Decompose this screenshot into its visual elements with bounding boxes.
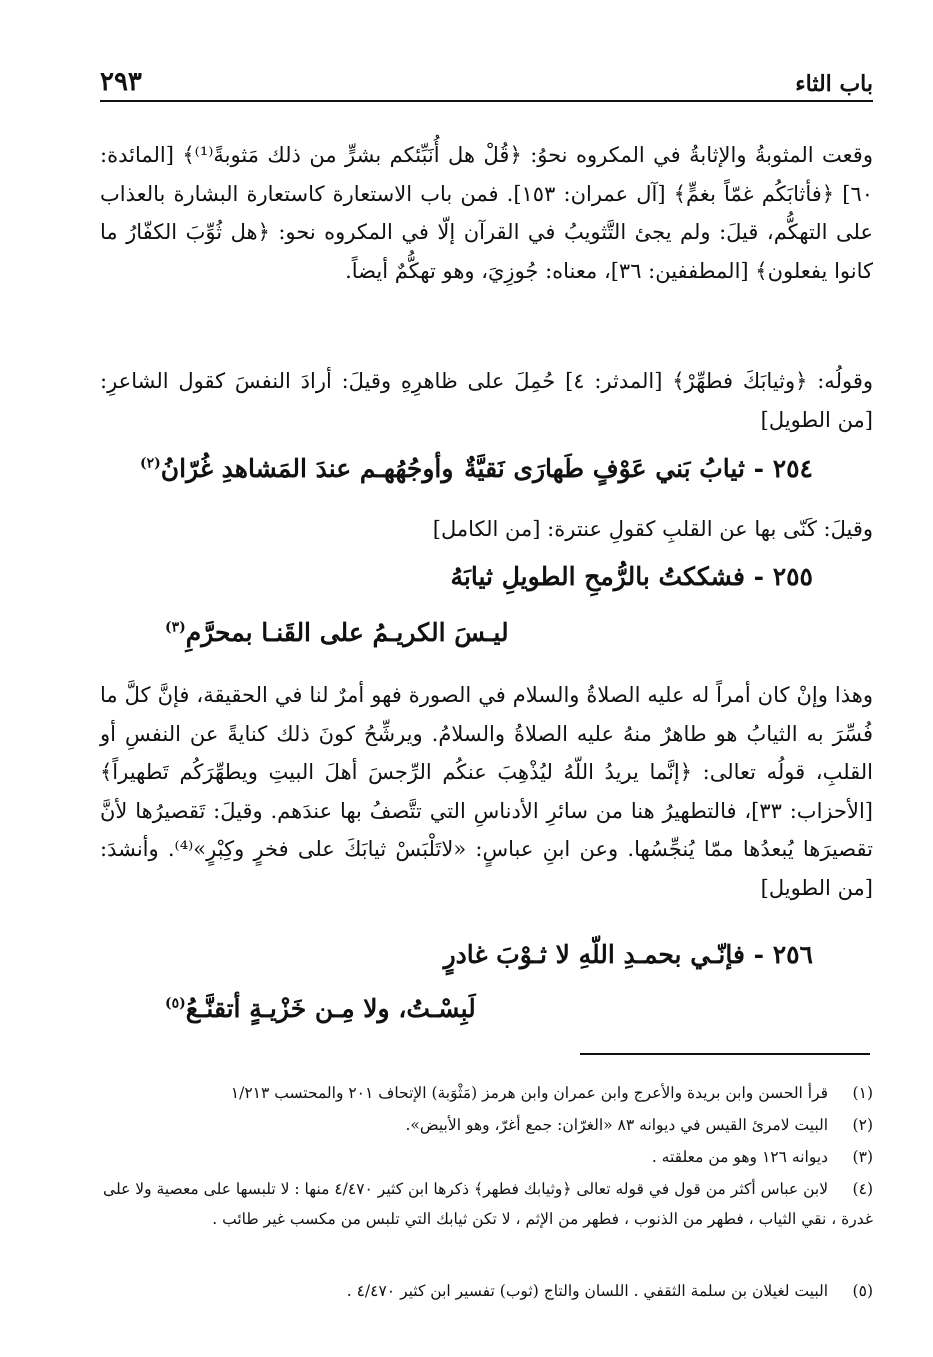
footnote-5 [100,1276,873,1306]
paragraph-4: وهذا وإنْ كان أمراً له عليه الصلاةُ والسلام في الصورة فهو أمرٌ لنا في الحقيقة، فإنَّ كلَّ ما فُسِّرَ به الثيابُ هو طاهرٌ منهُ عليه الصلاةُ والسلامُ. ويرشِّحُ كونَ ذلك كنايةً عن النفسِ أو القلبِ، قولُه تعالى: ﴿إنَّما يريدُ اللّهُ ليُذْهِبَ عنكُم الرِّجسَ أهلَ البيتِ ويطهِّرَكُم تَطهيراً﴾ [الأحزاب: ٣٣]، فالتطهيرُ هنا من سائرِ الأدناسِ التي تتَّصفُ بها عندَهم. وقيلَ: تَقصيرُها لأنَّ تقصيرَها يُبعدُها ممّا يُنجِّسُها. وعن ابنِ عباسٍ: «لاتَلْبَسْ ثيابَكَ على فخرٍ وكِبْرٍ»⁽⁴⁾. وأنشدَ: [من الطويل] [100,683,873,900]
verse-256-second-hemistich [165,994,476,1023]
footnote-number: (٥) [852,1282,873,1300]
footnote-4 [100,1174,873,1234]
paragraph-2: وقولُه: ﴿وثيابَكَ فطهِّرْ﴾ [المدثر: ٤] حُمِلَ على ظاهرِهِ وقيلَ: أرادَ النفسَ كقول الشاعرِ: [من الطويل] [100,369,873,432]
page-number: ٢٩٣ [100,67,142,97]
page-header [100,62,873,102]
footnote-text: ديوانه ١٢٦ وهو من معلقته . [651,1148,829,1166]
footnote-3 [100,1142,873,1172]
footnote-ref-2: (٢) [140,455,161,472]
verse-255-first-hemistich: ٢٥٥ - فشككتُ بالرُّمحِ الطويلِ ثيابَهُ [450,562,813,591]
verse-255-second-text: ليـسَ الكريـمُ على القَنـا بمحرَّمِ [185,618,509,647]
footnote-number: (١) [852,1084,873,1102]
footnote-ref-3: (٣) [165,619,186,636]
footnote-number: (٢) [852,1116,873,1134]
footnote-text: قرأ الحسن وابن بريدة والأعرج وابن عمران وابن هرمز (مَثْوَبة) الإتحاف ٢٠١ والمحتسب ١/٢١٣ [230,1084,829,1102]
footnote-ref-5: (٥) [165,995,186,1012]
verse-256-first-hemistich: ٢٥٦ - فإنّـي بحمـدِ اللّهِ لا ثـوْبَ غادرٍ [443,940,813,969]
footnote-separator [580,1053,870,1055]
verse-254-second-hemistich [140,454,453,483]
footnote-text: البيت لغيلان بن سلمة الثقفي . اللسان والتاج (ثوب) تفسير ابن كثير ٤/٤٧٠ . [346,1282,829,1300]
footnote-number: (٤) [852,1180,873,1198]
footnote-1 [100,1078,873,1108]
footnote-2 [100,1110,873,1140]
footnote-text: البيت لامرئ القيس في ديوانه ٨٣ «الغرّان: جمع أغرّ، وهو الأبيض». [405,1116,829,1134]
footnote-number: (٣) [852,1148,873,1166]
paragraph-3: وقيلَ: كَنّى بها عن القلبِ كقولِ عنترة: [من الكامل] [432,517,873,541]
chapter-title: باب الثاء [795,71,873,97]
paragraph-1: وقعت المثوبةُ والإثابةُ في المكروه نحوُ: ﴿قُلْ هل أُنَبِّئكم بشرٍّ من ذلك مَثوبةً⁽¹⁾﴾ [المائدة: ٦٠] ﴿فأثابَكُم غمّاً بغمٍّ﴾ [آل عمران: ١٥٣]. فمن باب الاستعارة كاستعارة البشارة بالعذاب على التهكُّم، قيلَ: ولم يجئ التَّثويبُ في القرآن إلّا في المكروه نحو: ﴿هل ثُوِّبَ الكفّارُ ما كانوا يفعلون﴾ [المطففين: ٣٦]، معناه: جُوزِيَ، وهو تهكُّمٌ أيضاً. [100,143,873,283]
verse-254-first-hemistich: ٢٥٤ - ثيابُ بَني عَوْفٍ طَهارَى نَقيَّةٌ [464,454,813,483]
footnote-text: لابن عباس أكثر من قول في قوله تعالى ﴿وثيابك فطهر﴾ ذكرها ابن كثير ٤/٤٧٠ منها : لا تلبسها على معصية ولا على غدرة ، نقي الثياب ، فطهر من الذنوب ، فطهر من الإثم ، لا تكن ثيابك التي تلبس من مكسب غير طائب . [103,1180,873,1228]
verse-255-second-hemistich [165,618,509,647]
verse-256-second-text: لَبِسْـتُ، ولا مِـن خَزْيـةٍ أتقنَّـعُ [185,994,476,1023]
verse-254-second-text: وأوجُهُهـم عندَ المَشاهدِ غُرّانُ [160,454,454,483]
